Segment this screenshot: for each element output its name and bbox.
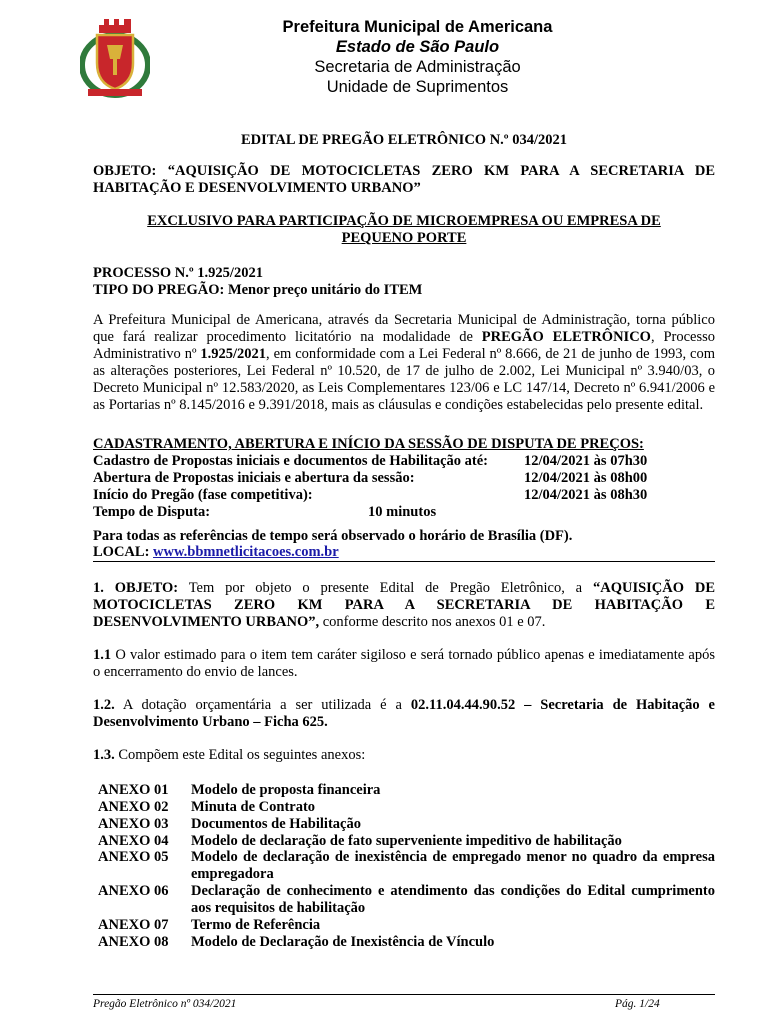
anexo-key: ANEXO 05 — [98, 849, 169, 865]
anexo-key: ANEXO 03 — [98, 816, 169, 832]
intro-bold-pregao: PREGÃO ELETRÔNICO — [481, 329, 651, 345]
section-1-1-text: O valor estimado para o item tem caráter sigiloso e será tornado público apenas e imediatamente após o encerramento do envio de lances. — [93, 647, 715, 680]
intro-bold-processo: 1.925/2021 — [200, 346, 267, 362]
section-1-2-bold-dotacao: 02.11.04.44.90.52 – Secretaria de Habitação e Desenvolvimento Urbano – Ficha 625. — [93, 697, 715, 730]
objeto-paragraph: OBJETO: “AQUISIÇÃO DE MOTOCICLETAS ZERO KM PARA A SECRETARIA DE HABITAÇÃO E DESENVOLVIMENTO URBANO” — [93, 163, 715, 196]
schedule-label: Início do Pregão (fase competitiva): — [93, 487, 313, 503]
anexo-key: ANEXO 02 — [98, 799, 169, 815]
cadastro-heading: CADASTRAMENTO, ABERTURA E INÍCIO DA SESSÃO DE DISPUTA DE PREÇOS: — [93, 436, 644, 452]
local-label: LOCAL: — [93, 544, 154, 560]
section-1-3 — [93, 747, 365, 764]
anexo-key: ANEXO 07 — [98, 917, 169, 933]
schedule-row — [93, 470, 715, 487]
schedule-value: 12/04/2021 às 08h00 — [524, 470, 648, 486]
local-line — [93, 544, 339, 561]
section-1-bold-object: “AQUISIÇÃO DE MOTOCICLETAS ZERO KM PARA A SECRETARIA DE HABITAÇÃO E DESENVOLVIMENTO URBANO”, — [93, 580, 716, 630]
section-1-number: 1. OBJETO: — [93, 580, 179, 596]
section-1-text-end: conforme descrito nos anexos 01 e 07. — [319, 614, 546, 630]
section-1-3-text: Compõem este Edital os seguintes anexos: — [114, 747, 366, 763]
anexo-key: ANEXO 06 — [98, 883, 169, 899]
bbmnet-link[interactable]: www.bbmnetlicitacoes.com.br — [153, 544, 339, 560]
brasilia-time-notice: Para todas as referências de tempo será observado o horário de Brasília (DF). — [93, 528, 573, 544]
header-estado: Estado de São Paulo — [335, 38, 500, 56]
footer-document-id: Pregão Eletrônico nº 034/2021 — [93, 998, 237, 1010]
section-1-2-number: 1.2. — [93, 697, 115, 713]
tipo-label: TIPO DO PREGÃO — [93, 282, 220, 298]
section-1-objeto — [93, 580, 715, 631]
header-secretaria: Secretaria de Administração — [314, 58, 521, 76]
exclusivo-notice: EXCLUSIVO PARA PARTICIPAÇÃO DE MICROEMPRESA OU EMPRESA DE PEQUENO PORTE — [147, 213, 661, 246]
schedule-label: Abertura de Propostas iniciais e abertura da sessão: — [93, 470, 415, 486]
section-1-2 — [93, 697, 715, 731]
processo-number: PROCESSO N.º 1.925/2021 — [93, 265, 263, 281]
schedule-value: 12/04/2021 às 07h30 — [524, 453, 648, 469]
anexo-key: ANEXO 01 — [98, 782, 169, 798]
anexo-desc: Modelo de Declaração de Inexistência de Vínculo — [191, 934, 495, 950]
intro-paragraph — [93, 312, 715, 414]
anexo-desc: Minuta de Contrato — [191, 799, 316, 815]
anexo-desc: Documentos de Habilitação — [191, 816, 361, 832]
section-1-text: Tem por objeto o presente Edital de Pregão Eletrônico, a — [178, 580, 593, 596]
schedule-row — [93, 453, 715, 470]
anexo-key: ANEXO 04 — [98, 833, 169, 849]
anexo-key: ANEXO 08 — [98, 934, 169, 950]
schedule-label: Tempo de Disputa: — [93, 504, 211, 520]
schedule-value: 12/04/2021 às 08h30 — [524, 487, 648, 503]
section-1-1 — [93, 647, 715, 681]
footer-page-number: Pág. 1/24 — [615, 998, 660, 1010]
intro-text-3: , em conformidade com a Lei Federal nº 8.666, de 21 de junho de 1993, com as alterações posteriores, Lei Federal nº 10.520, de 17 de julho de 2.002, Lei Municipal nº 3.940/03, o Decreto Municipal nº 12.583/2020, as Leis Complementares 123/06 e LC 147/14, Decreto nº 6.941/2006 e as Portarias nº 8.145/2016 e 9.391/2018, mais as cláusulas e condições estabelecidas pelo presente edital. — [93, 346, 716, 413]
edital-title: EDITAL DE PREGÃO ELETRÔNICO N.º 034/2021 — [241, 132, 567, 148]
section-1-2-text: A dotação orçamentária a ser utilizada é a — [114, 697, 411, 713]
anexo-desc: Termo de Referência — [191, 917, 321, 933]
footer-divider — [93, 994, 715, 995]
section-1-3-number: 1.3. — [93, 747, 115, 763]
tipo-pregao — [93, 282, 422, 299]
anexo-desc: Modelo de declaração de inexistência de empregado menor no quadro da empresa empregadora — [191, 849, 715, 882]
intro-text-1: A Prefeitura Municipal de Americana, através da Secretaria Municipal de Administração, torna público que fará realizar procedimento licitatório na modalidade de — [93, 312, 715, 345]
anexo-desc: Modelo de proposta financeira — [191, 782, 381, 798]
schedule-label: Cadastro de Propostas iniciais e documentos de Habilitação até: — [93, 453, 488, 469]
intro-text-2: , Processo Administrativo nº — [93, 329, 715, 362]
municipal-crest-logo — [80, 13, 150, 99]
header-prefeitura: Prefeitura Municipal de Americana — [282, 18, 553, 36]
schedule-value: 10 minutos — [368, 504, 437, 520]
header-unidade: Unidade de Suprimentos — [326, 78, 509, 96]
section-divider — [93, 561, 715, 562]
schedule-row — [93, 487, 715, 504]
section-1-1-number: 1.1 — [93, 647, 112, 663]
tipo-value: : Menor preço unitário do ITEM — [219, 282, 423, 298]
anexo-desc: Declaração de conhecimento e atendimento das condições do Edital cumprimento aos requisitos de habilitação — [191, 883, 715, 916]
schedule-row — [93, 504, 715, 521]
anexo-desc: Modelo de declaração de fato superveniente impeditivo de habilitação — [191, 833, 622, 849]
